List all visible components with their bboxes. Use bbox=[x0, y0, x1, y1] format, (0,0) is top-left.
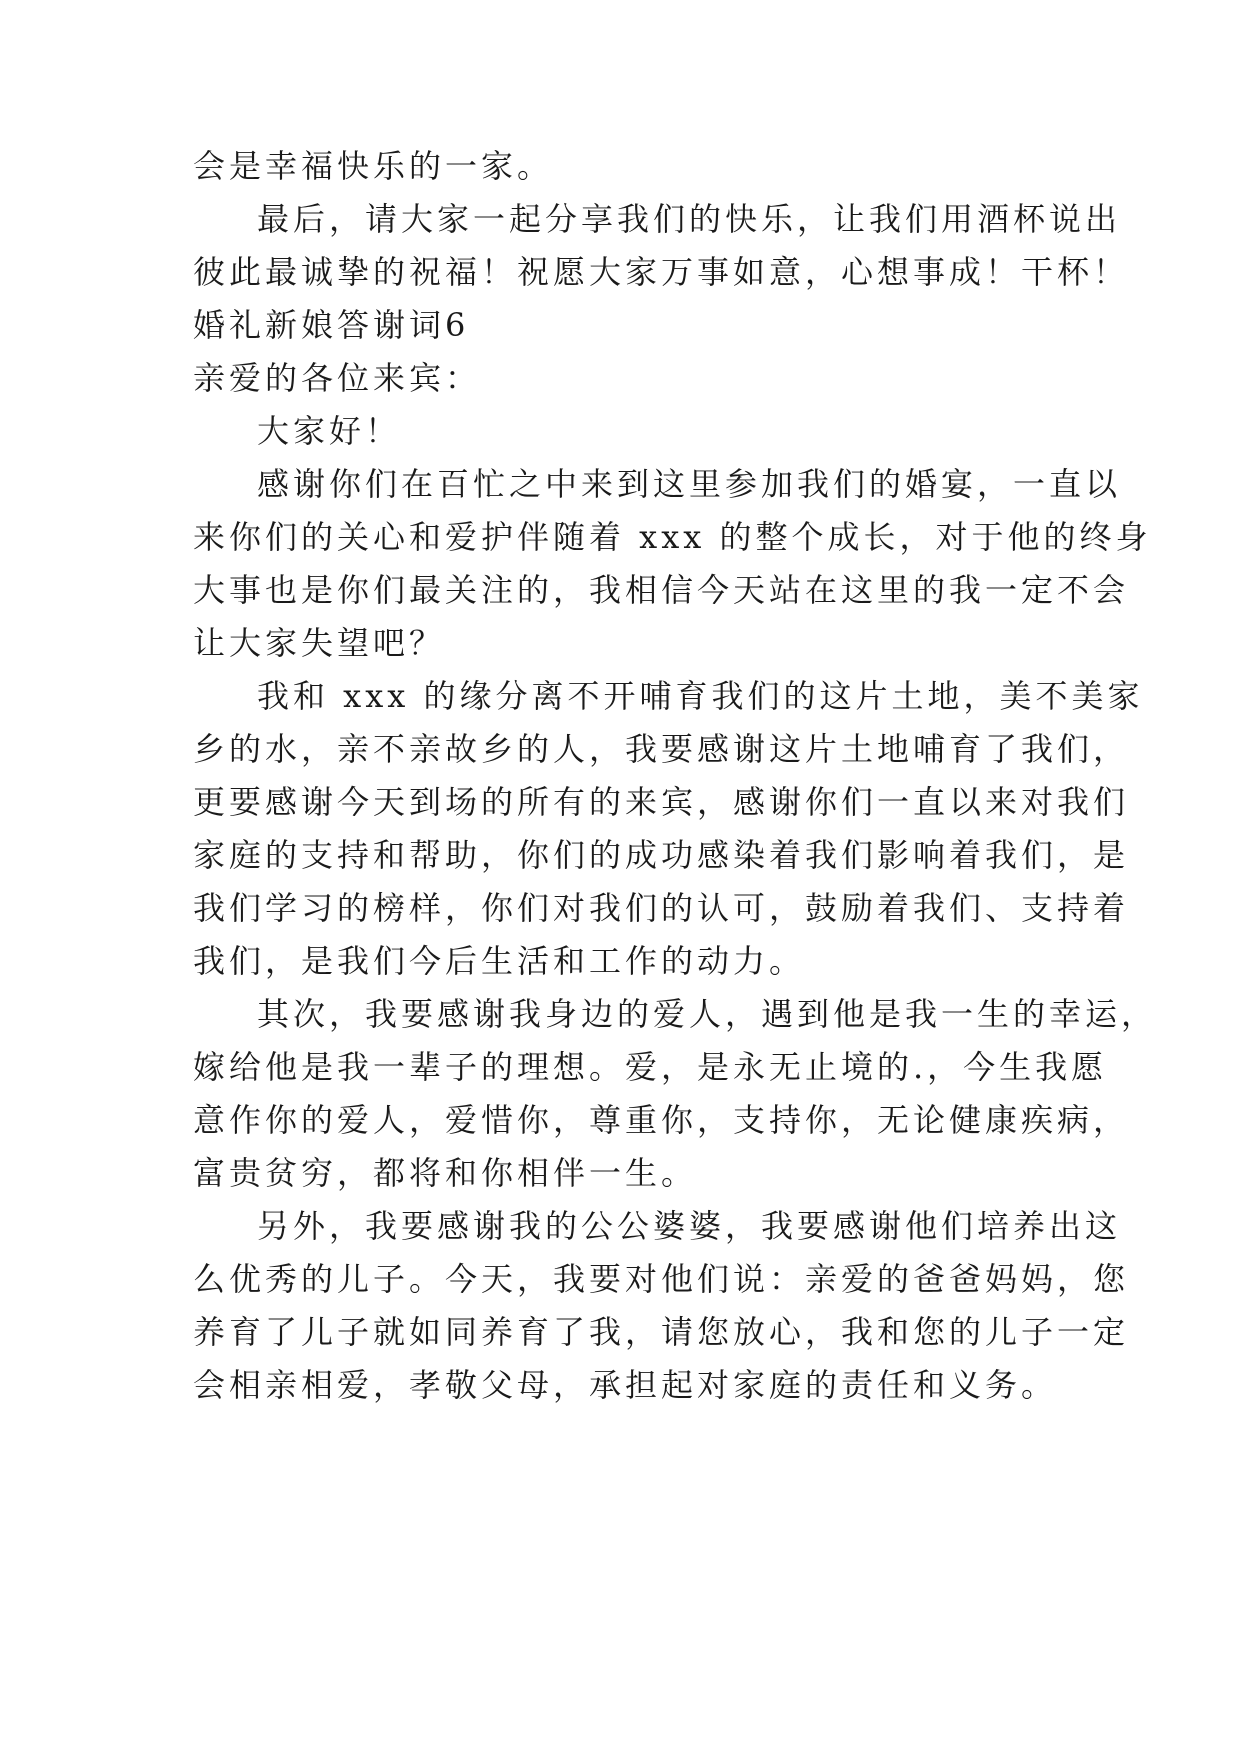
paragraph-start: 另外，我要感谢我的公公婆婆，我要感谢他们培养出这 bbox=[257, 1207, 1122, 1245]
text-line: 意作你的爱人，爱惜你，尊重你，支持你，无论健康疾病， bbox=[193, 1101, 1130, 1139]
greeting: 大家好！ bbox=[257, 412, 402, 450]
text-line: 大事也是你们最关注的，我相信今天站在这里的我一定不会 bbox=[193, 571, 1130, 609]
paragraph-start: 感谢你们在百忙之中来到这里参加我们的婚宴，一直以 bbox=[257, 465, 1122, 503]
text-line: 家庭的支持和帮助，你们的成功感染着我们影响着我们，是 bbox=[193, 836, 1130, 874]
text-line: 彼此最诚挚的祝福！祝愿大家万事如意，心想事成！干杯！ bbox=[193, 253, 1130, 291]
text-line: 富贵贫穷，都将和你相伴一生。 bbox=[193, 1154, 698, 1192]
text-line: 我们学习的榜样，你们对我们的认可，鼓励着我们、支持着 bbox=[193, 889, 1130, 927]
text-line: 来你们的关心和爱护伴随着 xxx 的整个成长，对于他的终身 bbox=[193, 518, 1152, 556]
salutation: 亲爱的各位来宾： bbox=[193, 359, 482, 397]
paragraph-start: 我和 xxx 的缘分离不开哺育我们的这片土地，美不美家 bbox=[257, 677, 1144, 715]
paragraph-start: 其次，我要感谢我身边的爱人，遇到他是我一生的幸运， bbox=[257, 995, 1158, 1033]
text-line: 我们，是我们今后生活和工作的动力。 bbox=[193, 942, 806, 980]
text-line: 会是幸福快乐的一家。 bbox=[193, 147, 554, 185]
text-line: 会相亲相爱，孝敬父母，承担起对家庭的责任和义务。 bbox=[193, 1366, 1058, 1404]
text-line: 乡的水，亲不亲故乡的人，我要感谢这片土地哺育了我们， bbox=[193, 730, 1130, 768]
text-line: 嫁给他是我一辈子的理想。爱，是永无止境的.，今生我愿 bbox=[193, 1048, 1108, 1086]
text-line: 让大家失望吧？ bbox=[193, 624, 446, 662]
text-line: 养育了儿子就如同养育了我，请您放心，我和您的儿子一定 bbox=[193, 1313, 1130, 1351]
section-heading: 婚礼新娘答谢词6 bbox=[193, 306, 470, 344]
paragraph-start: 最后，请大家一起分享我们的快乐，让我们用酒杯说出 bbox=[257, 200, 1122, 238]
text-line: 么优秀的儿子。今天，我要对他们说：亲爱的爸爸妈妈，您 bbox=[193, 1260, 1130, 1298]
text-line: 更要感谢今天到场的所有的来宾，感谢你们一直以来对我们 bbox=[193, 783, 1130, 821]
